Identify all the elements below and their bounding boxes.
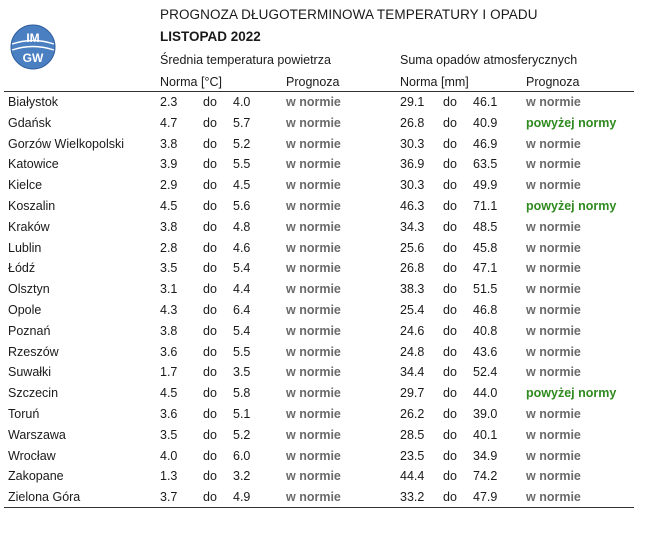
temp-forecast: w normie: [286, 302, 341, 317]
precip-forecast: w normie: [526, 323, 581, 338]
table-row: [0, 134, 664, 155]
temp-norm-min: 3.8: [160, 136, 178, 151]
temp-range-sep: do: [203, 323, 217, 338]
temp-norm-min: 3.1: [160, 282, 178, 297]
precip-norm-max: 63.5: [473, 157, 498, 172]
precip-forecast: w normie: [526, 219, 581, 234]
temp-range-sep: do: [203, 365, 217, 380]
temp-range-sep: do: [203, 95, 217, 109]
precip-norm-min: 30.3: [400, 178, 425, 193]
temp-range-sep: do: [203, 469, 217, 484]
precip-range-sep: do: [443, 219, 457, 234]
city-name: Olsztyn: [8, 282, 50, 297]
page-subtitle: LISTOPAD 2022: [160, 29, 261, 44]
temp-norm-min: 2.8: [160, 240, 178, 255]
precip-norm-min: 24.8: [400, 344, 425, 359]
temp-forecast: w normie: [286, 178, 341, 193]
table-row: [0, 404, 664, 425]
temp-forecast: w normie: [286, 490, 341, 505]
forecast-table: [0, 92, 664, 508]
temp-norm-max: 4.5: [233, 178, 251, 193]
city-name: Suwałki: [8, 365, 52, 380]
precip-forecast: powyżej normy: [526, 115, 617, 130]
precip-norm-max: 49.9: [473, 178, 498, 193]
temp-norm-max: 5.6: [233, 198, 251, 213]
temp-norm-min: 4.5: [160, 386, 178, 401]
precip-group-header: Suma opadów atmosferycznych: [400, 53, 578, 67]
temp-forecast: w normie: [286, 95, 341, 109]
temp-range-sep: do: [203, 302, 217, 317]
precip-range-sep: do: [443, 323, 457, 338]
temp-range-sep: do: [203, 136, 217, 151]
precip-range-sep: do: [443, 490, 457, 505]
city-name: Warszawa: [8, 427, 66, 442]
precip-norm-min: 36.9: [400, 157, 425, 172]
temp-norm-max: 5.5: [233, 344, 251, 359]
precip-norm-min: 24.6: [400, 323, 425, 338]
temp-forecast: w normie: [286, 427, 341, 442]
temp-norm-min: 3.8: [160, 323, 178, 338]
city-name: Szczecin: [8, 386, 59, 401]
precip-norm-min: 29.7: [400, 386, 425, 401]
precip-norm-max: 51.5: [473, 282, 498, 297]
temp-range-sep: do: [203, 490, 217, 505]
precip-norm-max: 45.8: [473, 240, 498, 255]
temp-norm-max: 3.2: [233, 469, 251, 484]
table-row: [0, 487, 664, 508]
temp-norm-max: 6.4: [233, 302, 251, 317]
temp-forecast: w normie: [286, 386, 341, 401]
city-name: Gorzów Wielkopolski: [8, 136, 125, 151]
temp-range-sep: do: [203, 427, 217, 442]
precip-norm-max: 43.6: [473, 344, 498, 359]
precip-norm-max: 46.1: [473, 95, 498, 109]
city-name: Opole: [8, 302, 42, 317]
precip-range-sep: do: [443, 261, 457, 276]
city-name: Poznań: [8, 323, 51, 338]
city-name: Toruń: [8, 406, 40, 421]
table-row: [0, 175, 664, 196]
temp-norm-max: 5.5: [233, 157, 251, 172]
precip-norm-max: 71.1: [473, 198, 498, 213]
table-row: [0, 466, 664, 487]
precip-forecast: w normie: [526, 302, 581, 317]
precip-forecast: powyżej normy: [526, 386, 617, 401]
temp-norm-min: 2.9: [160, 178, 178, 193]
temp-forecast: w normie: [286, 219, 341, 234]
precip-range-sep: do: [443, 115, 457, 130]
temp-forecast: w normie: [286, 198, 341, 213]
table-row: [0, 258, 664, 279]
precip-forecast: w normie: [526, 469, 581, 484]
table-row: [0, 238, 664, 259]
precip-range-sep: do: [443, 344, 457, 359]
precip-norm-min: 26.8: [400, 261, 425, 276]
temp-norm-max: 4.0: [233, 95, 251, 109]
temp-forecast: w normie: [286, 448, 341, 463]
city-name: Zielona Góra: [8, 490, 81, 505]
precip-range-sep: do: [443, 198, 457, 213]
precip-range-sep: do: [443, 448, 457, 463]
temp-norm-min: 4.5: [160, 198, 178, 213]
city-name: Katowice: [8, 157, 59, 172]
precip-forecast: w normie: [526, 136, 581, 151]
temp-norm-max: 5.2: [233, 136, 251, 151]
temp-norm-min: 3.6: [160, 406, 178, 421]
temp-range-sep: do: [203, 157, 217, 172]
precip-forecast: w normie: [526, 344, 581, 359]
temp-norm-max: 5.4: [233, 323, 251, 338]
precip-range-sep: do: [443, 469, 457, 484]
temp-forecast: w normie: [286, 240, 341, 255]
precip-forecast: w normie: [526, 448, 581, 463]
precip-norm-min: 46.3: [400, 198, 425, 213]
temp-norm-min: 1.3: [160, 469, 178, 484]
precip-forecast: w normie: [526, 261, 581, 276]
precip-norm-max: 44.0: [473, 386, 498, 401]
temp-norm-min: 3.5: [160, 427, 178, 442]
precip-norm-min: 30.3: [400, 136, 425, 151]
precip-forecast: w normie: [526, 240, 581, 255]
temp-norm-max: 5.4: [233, 261, 251, 276]
precip-range-sep: do: [443, 95, 457, 109]
precip-range-sep: do: [443, 365, 457, 380]
temp-norm-min: 4.3: [160, 302, 178, 317]
temp-norm-header: Norma [°C]: [160, 75, 222, 89]
precip-norm-max: 40.8: [473, 323, 498, 338]
precip-norm-header: Norma [mm]: [400, 75, 469, 89]
temp-norm-min: 4.7: [160, 115, 178, 130]
precip-range-sep: do: [443, 157, 457, 172]
temp-range-sep: do: [203, 406, 217, 421]
precip-range-sep: do: [443, 427, 457, 442]
temp-norm-min: 3.9: [160, 157, 178, 172]
table-row: [0, 300, 664, 321]
svg-text:GW: GW: [22, 51, 44, 65]
precip-range-sep: do: [443, 282, 457, 297]
temp-forecast: w normie: [286, 365, 341, 380]
temp-norm-max: 4.4: [233, 282, 251, 297]
temp-norm-min: 3.6: [160, 344, 178, 359]
precip-range-sep: do: [443, 406, 457, 421]
precip-forecast: w normie: [526, 427, 581, 442]
table-row: [0, 92, 664, 113]
temp-forecast: w normie: [286, 282, 341, 297]
precip-forecast: w normie: [526, 490, 581, 505]
precip-norm-min: 26.8: [400, 115, 425, 130]
table-row: [0, 446, 664, 467]
precip-range-sep: do: [443, 136, 457, 151]
precip-forecast: w normie: [526, 157, 581, 172]
temp-range-sep: do: [203, 344, 217, 359]
temp-norm-min: 4.0: [160, 448, 178, 463]
city-name: Koszalin: [8, 198, 56, 213]
precip-norm-max: 52.4: [473, 365, 498, 380]
table-bottom-divider: [4, 507, 634, 508]
table-row: [0, 196, 664, 217]
temp-norm-max: 5.2: [233, 427, 251, 442]
temp-range-sep: do: [203, 386, 217, 401]
precip-norm-max: 74.2: [473, 469, 498, 484]
imgw-logo-icon: [9, 24, 59, 70]
temp-norm-max: 5.7: [233, 115, 251, 130]
temp-range-sep: do: [203, 198, 217, 213]
precip-norm-max: 46.9: [473, 136, 498, 151]
precip-norm-min: 25.4: [400, 302, 425, 317]
temp-norm-max: 3.5: [233, 365, 251, 380]
precip-range-sep: do: [443, 240, 457, 255]
precip-forecast: w normie: [526, 178, 581, 193]
precip-norm-min: 33.2: [400, 490, 425, 505]
precip-norm-max: 46.8: [473, 302, 498, 317]
table-row: [0, 279, 664, 300]
temp-forecast: w normie: [286, 115, 341, 130]
temp-norm-max: 6.0: [233, 448, 251, 463]
precip-norm-min: 28.5: [400, 427, 425, 442]
temp-forecast-header: Prognoza: [286, 75, 340, 89]
temp-forecast: w normie: [286, 261, 341, 276]
table-row: [0, 154, 664, 175]
city-name: Rzeszów: [8, 344, 59, 359]
precip-norm-max: 39.0: [473, 406, 498, 421]
temp-group-header: Średnia temperatura powietrza: [160, 53, 331, 67]
city-name: Białystok: [8, 95, 59, 109]
precip-forecast: w normie: [526, 95, 581, 109]
city-name: Zakopane: [8, 469, 64, 484]
temp-norm-min: 1.7: [160, 365, 178, 380]
temp-forecast: w normie: [286, 323, 341, 338]
precip-norm-max: 40.9: [473, 115, 498, 130]
temp-norm-max: 4.9: [233, 490, 251, 505]
page-title: PROGNOZA DŁUGOTERMINOWA TEMPERATURY I OPADU: [160, 7, 538, 22]
city-name: Gdańsk: [8, 115, 52, 130]
table-row: [0, 217, 664, 238]
temp-norm-max: 5.8: [233, 386, 251, 401]
precip-norm-max: 47.1: [473, 261, 498, 276]
precip-norm-min: 44.4: [400, 469, 425, 484]
city-name: Kielce: [8, 178, 43, 193]
temp-norm-min: 3.7: [160, 490, 178, 505]
table-row: [0, 342, 664, 363]
precip-norm-min: 23.5: [400, 448, 425, 463]
temp-range-sep: do: [203, 115, 217, 130]
temp-forecast: w normie: [286, 157, 341, 172]
precip-norm-max: 47.9: [473, 490, 498, 505]
temp-range-sep: do: [203, 240, 217, 255]
table-row: [0, 113, 664, 134]
precip-forecast: powyżej normy: [526, 198, 617, 213]
precip-norm-min: 29.1: [400, 95, 425, 109]
temp-range-sep: do: [203, 261, 217, 276]
precip-norm-min: 38.3: [400, 282, 425, 297]
table-row: [0, 425, 664, 446]
temp-norm-max: 4.6: [233, 240, 251, 255]
temp-norm-max: 4.8: [233, 219, 251, 234]
temp-forecast: w normie: [286, 136, 341, 151]
precip-forecast: w normie: [526, 365, 581, 380]
table-row: [0, 362, 664, 383]
table-row: [0, 321, 664, 342]
table-row: [0, 383, 664, 404]
precip-range-sep: do: [443, 386, 457, 401]
temp-range-sep: do: [203, 448, 217, 463]
svg-text:IM: IM: [26, 31, 40, 45]
city-name: Łódź: [8, 261, 36, 276]
temp-forecast: w normie: [286, 469, 341, 484]
precip-norm-max: 40.1: [473, 427, 498, 442]
temp-forecast: w normie: [286, 344, 341, 359]
precip-norm-max: 34.9: [473, 448, 498, 463]
temp-range-sep: do: [203, 178, 217, 193]
temp-forecast: w normie: [286, 406, 341, 421]
imgw-logo: [9, 24, 59, 70]
city-name: Wrocław: [8, 448, 56, 463]
temp-norm-min: 2.3: [160, 95, 178, 109]
precip-norm-min: 25.6: [400, 240, 425, 255]
precip-norm-min: 34.3: [400, 219, 425, 234]
precip-norm-min: 26.2: [400, 406, 425, 421]
temp-norm-min: 3.8: [160, 219, 178, 234]
precip-forecast: w normie: [526, 282, 581, 297]
precip-range-sep: do: [443, 178, 457, 193]
city-name: Lublin: [8, 240, 42, 255]
temp-norm-max: 5.1: [233, 406, 251, 421]
city-name: Kraków: [8, 219, 50, 234]
temp-range-sep: do: [203, 219, 217, 234]
precip-range-sep: do: [443, 302, 457, 317]
precip-norm-max: 48.5: [473, 219, 498, 234]
temp-norm-min: 3.5: [160, 261, 178, 276]
temp-range-sep: do: [203, 282, 217, 297]
precip-norm-min: 34.4: [400, 365, 425, 380]
precip-forecast: w normie: [526, 406, 581, 421]
precip-forecast-header: Prognoza: [526, 75, 580, 89]
